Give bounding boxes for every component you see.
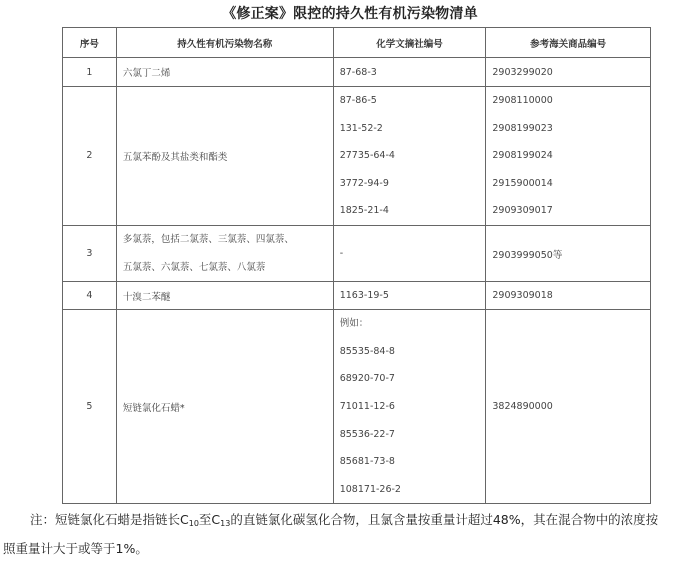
name-line: 多氯萘，包括二氯萘、三氯萘、四氯萘、 <box>122 233 294 245</box>
row-cas-numbers <box>333 87 486 226</box>
row-hs-code: 2903299020 <box>486 58 651 87</box>
table-row <box>63 282 651 310</box>
row-cas-number: 1163-19-5 <box>333 282 486 310</box>
row-hs-codes <box>486 87 651 226</box>
row-pollutant-name: 短链氯化石蜡* <box>116 310 333 504</box>
row-hs-code: 2909309018 <box>486 282 651 310</box>
footnote-line-1 <box>30 510 700 528</box>
row-pollutant-name: 六氯丁二烯 <box>116 58 333 87</box>
pop-list-table <box>62 27 651 504</box>
cas-number: 1825-21-4 <box>339 205 389 217</box>
hs-code: 2908110000 <box>492 95 553 106</box>
header-cas-number: 化学文摘社编号 <box>333 28 486 58</box>
row-serial: 1 <box>63 58 117 87</box>
row-serial: 3 <box>63 225 117 281</box>
cas-example-label: 例如： <box>339 318 369 330</box>
table-row <box>63 58 651 87</box>
cas-number: 131-52-2 <box>339 122 383 134</box>
table-row <box>63 87 651 226</box>
hs-code: 2908199024 <box>492 150 553 162</box>
row-cas-numbers <box>333 310 486 504</box>
document-title: 《修正案》限控的持久性有机污染物清单 <box>222 6 478 22</box>
hs-code: 2908199023 <box>492 122 553 134</box>
header-pollutant-name: 持久性有机污染物名称 <box>116 28 333 58</box>
table-header-row <box>63 28 651 58</box>
header-serial: 序号 <box>63 28 117 58</box>
row-cas-number: 87-68-3 <box>333 58 486 87</box>
row-serial: 5 <box>63 310 117 504</box>
table-row <box>63 225 651 281</box>
name-line: 五氯萘、六氯萘、七氯萘、八氯萘 <box>122 261 266 273</box>
row-hs-code: 3824890000 <box>486 310 651 504</box>
row-serial: 2 <box>63 87 117 226</box>
cas-number: 68920-70-7 <box>339 373 395 385</box>
footnote-suffix: 的直链氯化碳氢化合物，且氯含量按重量计超过48%，其在混合物中的浓度按 <box>230 512 659 527</box>
footnote-sub-10: 10 <box>188 519 199 528</box>
cas-number: 71011-12-6 <box>339 400 395 412</box>
row-hs-code: 2903999050等 <box>486 225 651 281</box>
row-pollutant-name <box>116 225 333 281</box>
row-pollutant-name: 五氯苯酚及其盐类和酯类 <box>116 87 333 226</box>
cas-number: 108171-26-2 <box>339 483 401 495</box>
row-cas-number: - <box>333 225 486 281</box>
cas-number: 85681-73-8 <box>339 456 395 468</box>
cas-number: 87-86-5 <box>339 95 377 106</box>
footnote-sub-13: 13 <box>220 519 231 528</box>
cas-number: 3772-94-9 <box>339 177 389 189</box>
cas-number: 27735-64-4 <box>339 150 395 162</box>
hs-code: 2915900014 <box>492 177 553 189</box>
footnote-mid: 至C <box>198 512 221 527</box>
header-hs-code: 参考海关商品编号 <box>486 28 651 58</box>
hs-code: 2909309017 <box>492 205 553 217</box>
footnote-line-2: 照重量计大于或等于1%。 <box>3 541 148 556</box>
cas-number: 85535-84-8 <box>339 345 395 357</box>
footnote-prefix: 注：短链氯化石蜡是指链长C <box>30 512 189 527</box>
row-pollutant-name: 十溴二苯醚 <box>116 282 333 310</box>
row-serial: 4 <box>63 282 117 310</box>
table-row <box>63 310 651 504</box>
cas-number: 85536-22-7 <box>339 428 395 440</box>
